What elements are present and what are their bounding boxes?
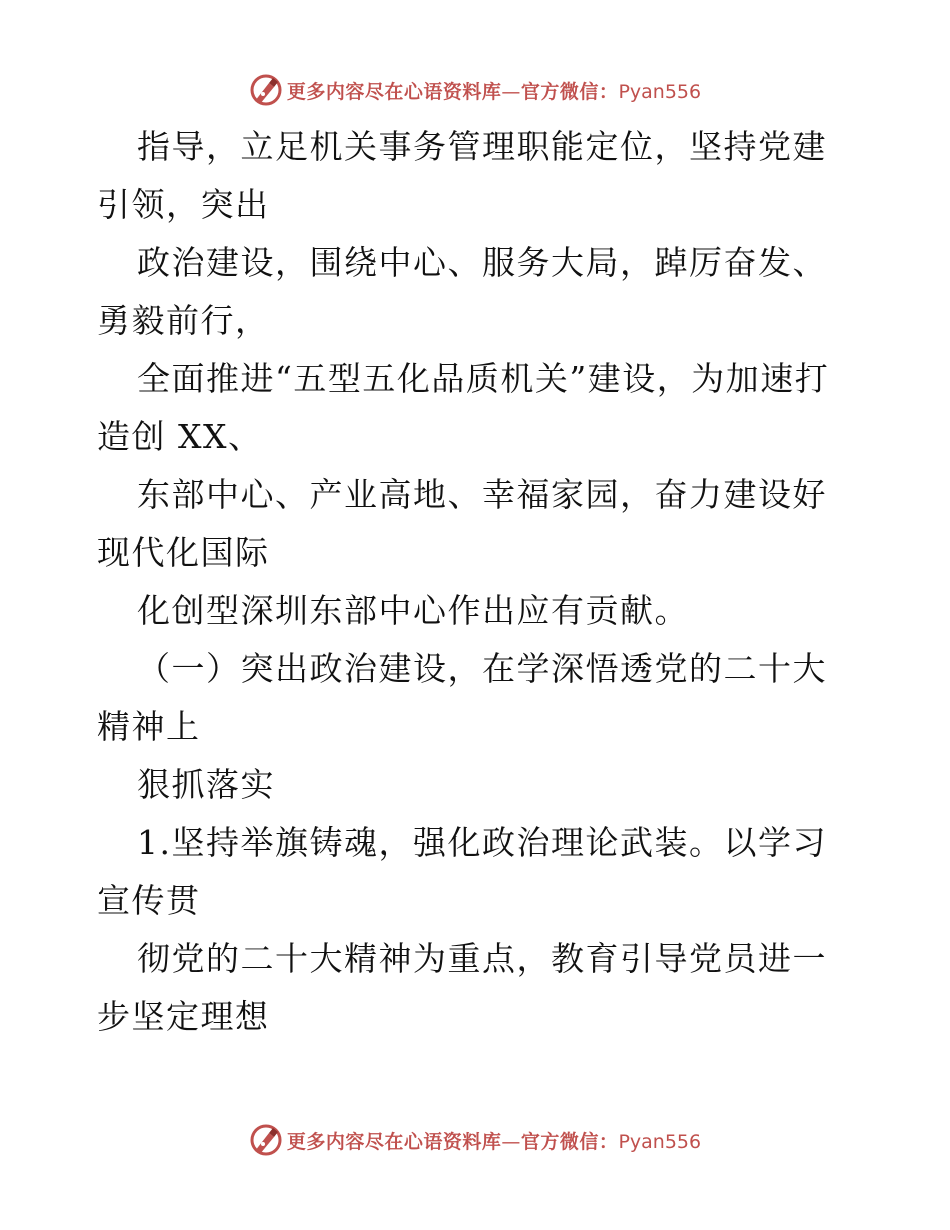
numbered-item-1: 1.坚持举旗铸魂，强化政治理论武装。以学习宣传贯 — [97, 823, 827, 920]
pen-circle-logo-icon — [249, 73, 283, 107]
body-line-4: 东部中心、产业高地、幸福家园，奋力建设好现代化国际 — [97, 475, 827, 572]
body-line-5: 化创型深圳东部中心作出应有贡献。 — [137, 591, 689, 630]
body-line-9: 彻党的二十大精神为重点，教育引导党员进一步坚定理想 — [97, 939, 827, 1036]
watermark-text — [287, 77, 701, 104]
body-line-7: 狠抓落实 — [137, 765, 275, 804]
watermark-official-text: 官方微信： — [520, 80, 619, 103]
watermark-separator: — — [501, 1130, 521, 1153]
body-line-3: 全面推进“五型五化品质机关”建设，为加速打造创 XX、 — [97, 359, 830, 456]
watermark-brand-text: 更多内容尽在心语资料库 — [286, 1130, 502, 1153]
watermark-wechat-id: Pyan556 — [618, 1130, 702, 1153]
watermark-wechat-id: Pyan556 — [618, 80, 702, 103]
footer-watermark — [0, 1120, 950, 1160]
body-line-1: 指导，立足机关事务管理职能定位，坚持党建引领，突出 — [97, 127, 827, 224]
watermark-separator: — — [501, 80, 521, 103]
watermark-brand-text: 更多内容尽在心语资料库 — [286, 80, 502, 103]
header-watermark — [0, 70, 950, 110]
body-line-2: 政治建设，围绕中心、服务大局，踔厉奋发、勇毅前行， — [97, 243, 827, 340]
watermark-text — [287, 1127, 701, 1154]
watermark-official-text: 官方微信： — [520, 1130, 619, 1153]
pen-circle-logo-icon — [249, 1123, 283, 1157]
document-body — [97, 118, 857, 1046]
section-heading: （一）突出政治建设，在学深悟透党的二十大精神上 — [97, 649, 827, 746]
